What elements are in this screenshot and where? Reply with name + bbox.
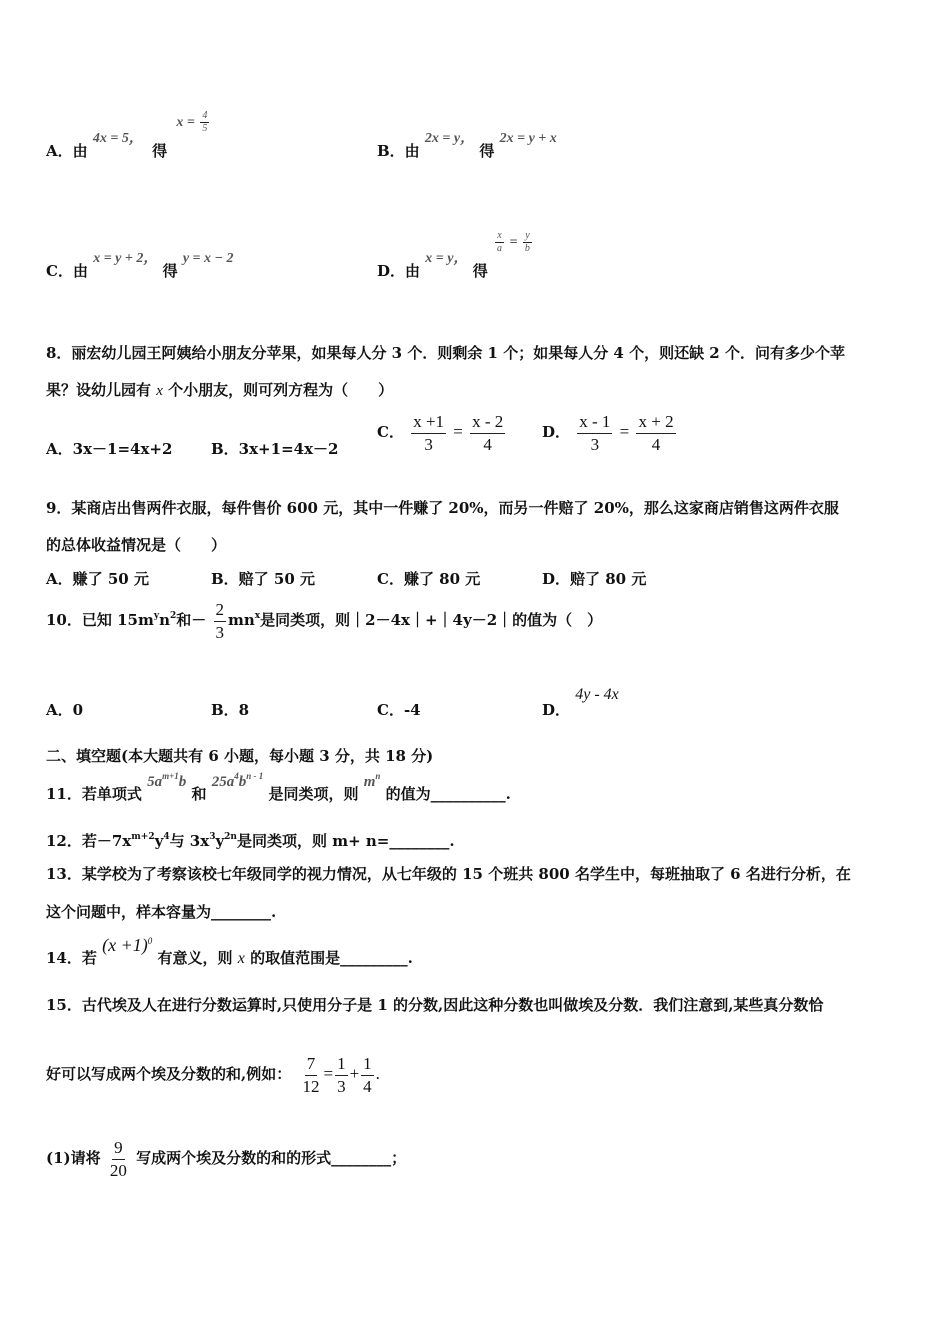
q9-line2: 的总体收益情况是（ ） xyxy=(46,536,227,554)
q12-sup4: 2n xyxy=(224,832,237,842)
q12-sup2: 4 xyxy=(163,832,170,842)
q8-line1: 8．丽宏幼儿园王阿姨给小朋友分苹果，如果每人分 3 个．则剩余 1 个；如果每人分 4 个，则还缺 2 个．问有多少个苹 xyxy=(46,344,845,362)
q13-line1: 13．某学校为了考察该校七年级同学的视力情况，从七年级的 15 个班共 800 名学生中，每班抽取了 6 名进行分析，在 xyxy=(46,865,851,883)
q15-sub1-pre: (1)请将 xyxy=(46,1149,101,1168)
q7-d-eq1: x = y， xyxy=(425,251,468,266)
q8-option-d xyxy=(542,412,678,454)
q7-option-c xyxy=(46,234,234,280)
q14-stem xyxy=(46,935,413,967)
q14-post: 的取值范围是_________. xyxy=(250,949,413,967)
q14-expr-sup: 0 xyxy=(147,936,153,946)
q10-option-d xyxy=(542,686,619,719)
q14-mid: 有意义，则 xyxy=(157,949,233,967)
q8-option-c xyxy=(377,412,507,454)
q10-frac-den: 3 xyxy=(215,622,224,642)
q7-a-frac-den: 5 xyxy=(202,123,208,135)
q10-sup-2: 2 xyxy=(169,611,177,622)
q10-sup-x: x xyxy=(254,611,261,622)
q7-d-frac2 xyxy=(523,231,532,254)
q11-monomial1 xyxy=(147,771,187,790)
q15-line1: 15．古代埃及人在进行分数运算时,只使用分子是 1 的分数,因此这种分数也叫做埃及分数．我们注意到,某些真分数恰 xyxy=(46,996,824,1014)
q7-d-frac1-num: x xyxy=(497,230,502,242)
q9-option-d: D．赔了 80 元 xyxy=(542,570,647,588)
q11-m1-sup: m+1 xyxy=(162,771,179,781)
q14-expr-base: (x +1) xyxy=(102,935,148,955)
q8-c-frac2 xyxy=(470,412,505,454)
q15-ex-end: . xyxy=(375,1063,380,1083)
q15-ex-frac1 xyxy=(300,1054,321,1096)
q11-m2-base: 25a xyxy=(211,774,235,790)
q7-c-label: C．由 xyxy=(46,262,88,280)
q8-c-eq: = xyxy=(453,422,463,442)
q8-option-a: A．3x－1=4x+2 xyxy=(46,440,173,458)
q7-a-label: A．由 xyxy=(46,142,88,160)
q11-mid: 是同类项，则 xyxy=(268,785,359,803)
q12-sup1: m+2 xyxy=(131,832,155,842)
q10-mn: mn xyxy=(228,611,255,630)
q15-ex-plus: + xyxy=(349,1063,360,1083)
q11-m3-sup: n xyxy=(375,771,381,781)
q11-m1-base: 5a xyxy=(147,774,163,790)
q8-d-frac2-den: 4 xyxy=(651,434,661,454)
q12-pre: 12．若－7x xyxy=(46,832,132,850)
q11-m2-sup: 4 xyxy=(234,771,239,781)
q7-d-frac2-num: y xyxy=(525,230,530,242)
q10-pre: 10．已知 15m xyxy=(46,611,154,630)
q7-d-eq2 xyxy=(493,230,534,255)
q14-expression xyxy=(102,935,152,955)
q15-sub1 xyxy=(46,1138,406,1180)
q11-and: 和 xyxy=(191,785,207,803)
q12-post: 是同类项，则 m+ n=________. xyxy=(236,832,455,850)
q15-example xyxy=(298,1054,380,1096)
q7-b-eq1: 2x = y， xyxy=(424,131,475,146)
q10-sup-y: y xyxy=(153,611,160,622)
q15-ex-frac1-num: 7 xyxy=(305,1054,318,1076)
q7-d-frac1-den: a xyxy=(496,243,502,255)
q7-d-word: 得 xyxy=(472,262,488,280)
q15-ex-frac3-den: 4 xyxy=(363,1076,372,1096)
q10-post: 是同类项，则｜2－4x｜+｜4y－2｜的值为（ ） xyxy=(260,611,603,630)
q7-b-label: B．由 xyxy=(377,142,420,160)
q12-y2: y xyxy=(215,832,225,850)
q11-m2-b: b xyxy=(238,774,247,790)
q10-option-b: B．8 xyxy=(211,701,250,719)
q7-d-frac2-den: b xyxy=(524,243,530,255)
q12-stem xyxy=(46,830,455,851)
q11-stem xyxy=(46,770,511,803)
q12-y: y xyxy=(154,832,164,850)
q8-line2 xyxy=(46,379,393,400)
q11-m1-b: b xyxy=(178,774,187,790)
q15-ex-frac2-den: 3 xyxy=(337,1076,346,1096)
q7-d-frac1 xyxy=(495,231,504,254)
q15-ex-frac2-num: 1 xyxy=(335,1054,348,1076)
q7-option-a xyxy=(46,110,211,160)
q7-d-eq: = xyxy=(509,235,518,250)
q7-a-fraction xyxy=(200,111,209,134)
q15-ex-frac3-num: 1 xyxy=(361,1054,374,1076)
q15-sub1-frac-num: 9 xyxy=(112,1138,125,1160)
q10-and: 和－ xyxy=(176,611,207,630)
q7-option-b xyxy=(377,114,557,160)
q10-option-a: A．0 xyxy=(46,701,84,719)
q7-option-d xyxy=(377,230,534,280)
q7-c-eq2: y = x − 2 xyxy=(182,251,234,266)
q8-d-frac1-den: 3 xyxy=(590,434,600,454)
q7-c-word: 得 xyxy=(162,262,178,280)
q14-variable: x xyxy=(237,950,245,967)
q12-mid2: 与 3x xyxy=(169,832,210,850)
q8-variable: x xyxy=(156,383,163,399)
q8-c-frac1 xyxy=(411,412,446,454)
q7-b-word: 得 xyxy=(479,142,495,160)
q11-m2-bsup: n - 1 xyxy=(246,771,264,781)
q10-fraction xyxy=(214,600,227,642)
q8-d-eq: = xyxy=(619,422,630,442)
section2-heading: 二、填空题(本大题共有 6 小题，每小题 3 分，共 18 分) xyxy=(46,747,434,765)
q14-pre: 14．若 xyxy=(46,949,97,967)
q8-line2-a: 果？设幼儿园有 xyxy=(46,381,152,399)
q8-d-frac1 xyxy=(577,412,612,454)
q8-line2-b: 个小朋友，则可列方程为（ ） xyxy=(168,381,394,399)
q7-b-eq2: 2x = y + x xyxy=(499,131,557,146)
q15-line2 xyxy=(46,1054,380,1096)
q7-a-frac-num: 4 xyxy=(202,110,208,122)
q15-sub1-frac-den: 20 xyxy=(109,1160,127,1180)
q8-c-frac1-den: 3 xyxy=(424,434,433,454)
q10-d-label: D． xyxy=(542,701,571,719)
q10-frac-num: 2 xyxy=(214,600,227,622)
q15-sub1-fraction xyxy=(108,1138,129,1180)
q15-line2-text: 好可以写成两个埃及分数的和,例如： xyxy=(46,1064,292,1083)
q15-ex-frac2 xyxy=(335,1054,348,1096)
q11-pre: 11．若单项式 xyxy=(46,785,142,803)
q8-c-frac1-num: x +1 xyxy=(411,412,446,434)
q7-a-word: 得 xyxy=(152,142,168,160)
q9-option-c: C．赚了 80 元 xyxy=(377,570,481,588)
q10-d-expr: 4y - 4x xyxy=(575,686,619,703)
q7-a-eq1: 4x = 5， xyxy=(92,131,143,146)
q8-c-frac2-den: 4 xyxy=(483,434,492,454)
q11-m-power xyxy=(363,771,381,790)
q7-a-eq2-lhs: x = xyxy=(176,115,195,130)
q11-monomial2 xyxy=(211,771,264,790)
q15-ex-frac1-den: 12 xyxy=(302,1076,320,1096)
q8-d-frac1-num: x - 1 xyxy=(577,412,612,434)
q9-line1: 9．某商店出售两件衣服，每件售价 600 元，其中一件赚了 20%，而另一件赔了 20%，那么这家商店销售这两件衣服 xyxy=(46,499,839,517)
q8-d-frac2 xyxy=(636,412,675,454)
q15-sub1-post: 写成两个埃及分数的和的形式________； xyxy=(136,1149,407,1168)
q8-option-b: B．3x+1=4x－2 xyxy=(211,440,339,458)
q11-post: 的值为__________. xyxy=(385,785,511,803)
q7-a-eq2 xyxy=(176,110,211,135)
q8-d-frac2-num: x + 2 xyxy=(636,412,675,434)
q9-option-b: B．赔了 50 元 xyxy=(211,570,315,588)
q11-m3-base: m xyxy=(363,774,376,790)
q15-ex-eq: = xyxy=(323,1063,334,1083)
q13-line2: 这个问题中，样本容量为________. xyxy=(46,903,277,921)
q10-n: n xyxy=(159,611,170,630)
q10-option-c: C．-4 xyxy=(377,701,421,719)
q8-c-frac2-num: x - 2 xyxy=(470,412,505,434)
q15-ex-frac3 xyxy=(361,1054,374,1096)
q7-c-eq1: x = y + 2， xyxy=(93,251,158,266)
q8-d-label: D． xyxy=(542,423,571,442)
q7-d-label: D．由 xyxy=(377,262,421,280)
q8-c-label: C． xyxy=(377,423,404,442)
q12-sup3: 3 xyxy=(209,832,216,842)
q10-stem xyxy=(46,600,602,642)
q9-option-a: A．赚了 50 元 xyxy=(46,570,149,588)
